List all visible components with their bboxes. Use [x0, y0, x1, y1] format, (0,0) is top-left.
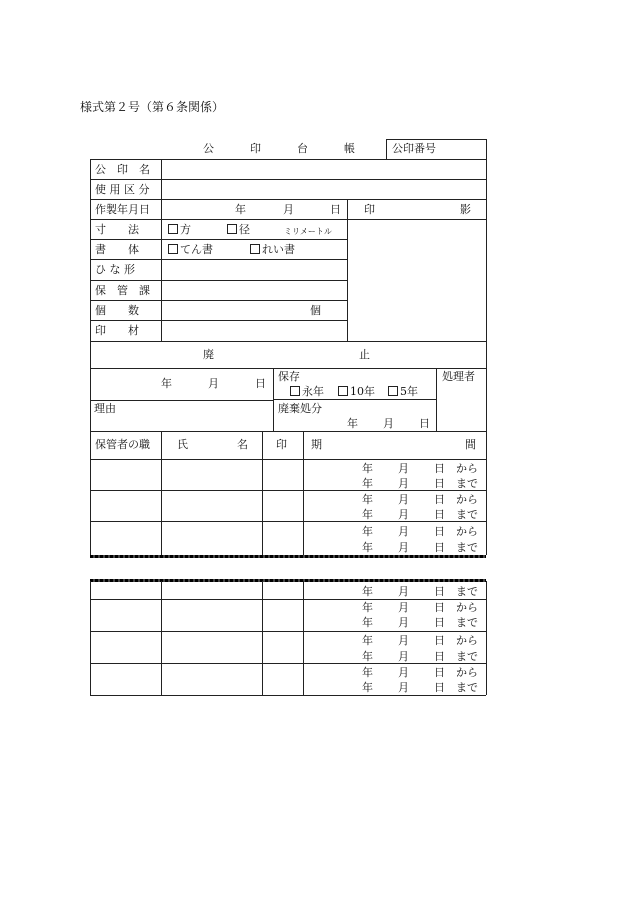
size-square-option[interactable] — [168, 224, 191, 236]
period-month-label: 月 — [398, 493, 409, 506]
retention-permanent-option[interactable] — [290, 386, 324, 398]
period-from-label: から — [456, 634, 478, 647]
period-to-label: まで — [456, 585, 478, 598]
col-seal-header: 印 — [276, 438, 287, 451]
typeface-reisho-label: れい書 — [262, 243, 295, 256]
period-day-label: 日 — [434, 477, 445, 490]
impression-char-1: 印 — [364, 203, 375, 216]
period-month-label: 月 — [398, 666, 409, 679]
made-date-label: 作製年月日 — [95, 203, 150, 216]
typeface-tensho-label: てん書 — [180, 243, 213, 256]
disposal-year-unit: 年 — [347, 417, 358, 430]
period-month-label: 月 — [398, 508, 409, 521]
checkbox-icon — [388, 386, 398, 396]
period-day-label: 日 — [434, 634, 445, 647]
period-month-label: 月 — [398, 585, 409, 598]
count-unit: 個 — [310, 304, 321, 317]
period-month-label: 月 — [398, 616, 409, 629]
period-day-label: 日 — [434, 525, 445, 538]
title-char-4: 帳 — [344, 142, 355, 155]
title-char-3: 台 — [297, 142, 308, 155]
reason-label: 理由 — [94, 402, 116, 415]
period-to-label: まで — [456, 541, 478, 554]
period-from-label: から — [456, 666, 478, 679]
period-year-label: 年 — [362, 616, 373, 629]
period-month-label: 月 — [398, 681, 409, 694]
period-month-label: 月 — [398, 601, 409, 614]
retention-5y-option[interactable] — [388, 386, 418, 398]
period-day-label: 日 — [434, 541, 445, 554]
period-from-label: から — [456, 601, 478, 614]
disposal-label: 廃棄処分 — [278, 402, 322, 415]
retention-5y-label: 5年 — [400, 385, 418, 398]
material-label: 印 材 — [95, 324, 139, 337]
custody-label: 保 管 課 — [95, 284, 150, 297]
period-day-label: 日 — [434, 493, 445, 506]
period-year-label: 年 — [362, 541, 373, 554]
made-month-unit: 月 — [283, 203, 294, 216]
size-label: 寸 法 — [95, 223, 139, 236]
retention-10y-label: 10年 — [350, 385, 375, 398]
period-month-label: 月 — [398, 650, 409, 663]
size-diameter-label: 径 — [239, 223, 250, 236]
disposal-month-unit: 月 — [383, 417, 394, 430]
period-from-label: から — [456, 525, 478, 538]
usage-class-label: 使 用 区 分 — [95, 183, 150, 196]
period-month-label: 月 — [398, 462, 409, 475]
size-square-label: 方 — [180, 223, 191, 236]
col-name-char-1: 氏 — [177, 438, 188, 451]
period-year-label: 年 — [362, 650, 373, 663]
period-year-label: 年 — [362, 634, 373, 647]
checkbox-icon — [168, 244, 178, 254]
period-to-label: まで — [456, 616, 478, 629]
period-day-label: 日 — [434, 666, 445, 679]
period-year-label: 年 — [362, 681, 373, 694]
abolition-char-2: 止 — [359, 348, 370, 361]
handler-label: 処理者 — [442, 370, 475, 383]
period-day-label: 日 — [434, 462, 445, 475]
title-char-2: 印 — [250, 142, 261, 155]
typeface-label: 書 体 — [95, 243, 139, 256]
period-month-label: 月 — [398, 634, 409, 647]
retention-label: 保存 — [278, 370, 300, 383]
checkbox-icon — [290, 386, 300, 396]
period-to-label: まで — [456, 508, 478, 521]
count-label: 個 数 — [95, 304, 139, 317]
size-unit: ミリメートル — [284, 227, 332, 236]
abolition-char-1: 廃 — [203, 348, 214, 361]
impression-char-2: 影 — [460, 203, 471, 216]
typeface-reisho-option[interactable] — [250, 244, 295, 256]
typeface-tensho-option[interactable] — [168, 244, 213, 256]
period-year-label: 年 — [362, 508, 373, 521]
period-to-label: まで — [456, 681, 478, 694]
col-period-char-1: 期 — [311, 438, 322, 451]
checkbox-icon — [227, 224, 237, 234]
abolition-month-unit: 月 — [208, 377, 219, 390]
seal-name-label: 公 印 名 — [95, 163, 150, 176]
col-period-char-2: 間 — [465, 438, 476, 451]
period-day-label: 日 — [434, 681, 445, 694]
period-year-label: 年 — [362, 525, 373, 538]
retention-10y-option[interactable] — [338, 386, 375, 398]
period-year-label: 年 — [362, 462, 373, 475]
seal-number-label: 公印番号 — [392, 142, 436, 155]
period-year-label: 年 — [362, 477, 373, 490]
period-from-label: から — [456, 493, 478, 506]
checkbox-icon — [168, 224, 178, 234]
period-day-label: 日 — [434, 585, 445, 598]
abolition-day-unit: 日 — [255, 377, 266, 390]
period-year-label: 年 — [362, 601, 373, 614]
period-month-label: 月 — [398, 525, 409, 538]
period-day-label: 日 — [434, 650, 445, 663]
title-char-1: 公 — [203, 142, 214, 155]
model-label: ひ な 形 — [95, 263, 135, 276]
period-to-label: まで — [456, 477, 478, 490]
col-name-char-2: 名 — [237, 438, 248, 451]
period-day-label: 日 — [434, 601, 445, 614]
period-month-label: 月 — [398, 541, 409, 554]
col-position-header: 保管者の職 — [95, 438, 150, 451]
period-year-label: 年 — [362, 493, 373, 506]
period-to-label: まで — [456, 650, 478, 663]
period-year-label: 年 — [362, 666, 373, 679]
abolition-year-unit: 年 — [161, 377, 172, 390]
period-day-label: 日 — [434, 508, 445, 521]
made-year-unit: 年 — [235, 203, 246, 216]
form-title: 様式第２号（第６条関係） — [80, 100, 225, 114]
period-from-label: から — [456, 462, 478, 475]
period-year-label: 年 — [362, 585, 373, 598]
size-diameter-option[interactable] — [227, 224, 250, 236]
disposal-day-unit: 日 — [419, 417, 430, 430]
made-day-unit: 日 — [330, 203, 341, 216]
retention-permanent-label: 永年 — [302, 385, 324, 398]
period-month-label: 月 — [398, 477, 409, 490]
checkbox-icon — [250, 244, 260, 254]
checkbox-icon — [338, 386, 348, 396]
period-day-label: 日 — [434, 616, 445, 629]
